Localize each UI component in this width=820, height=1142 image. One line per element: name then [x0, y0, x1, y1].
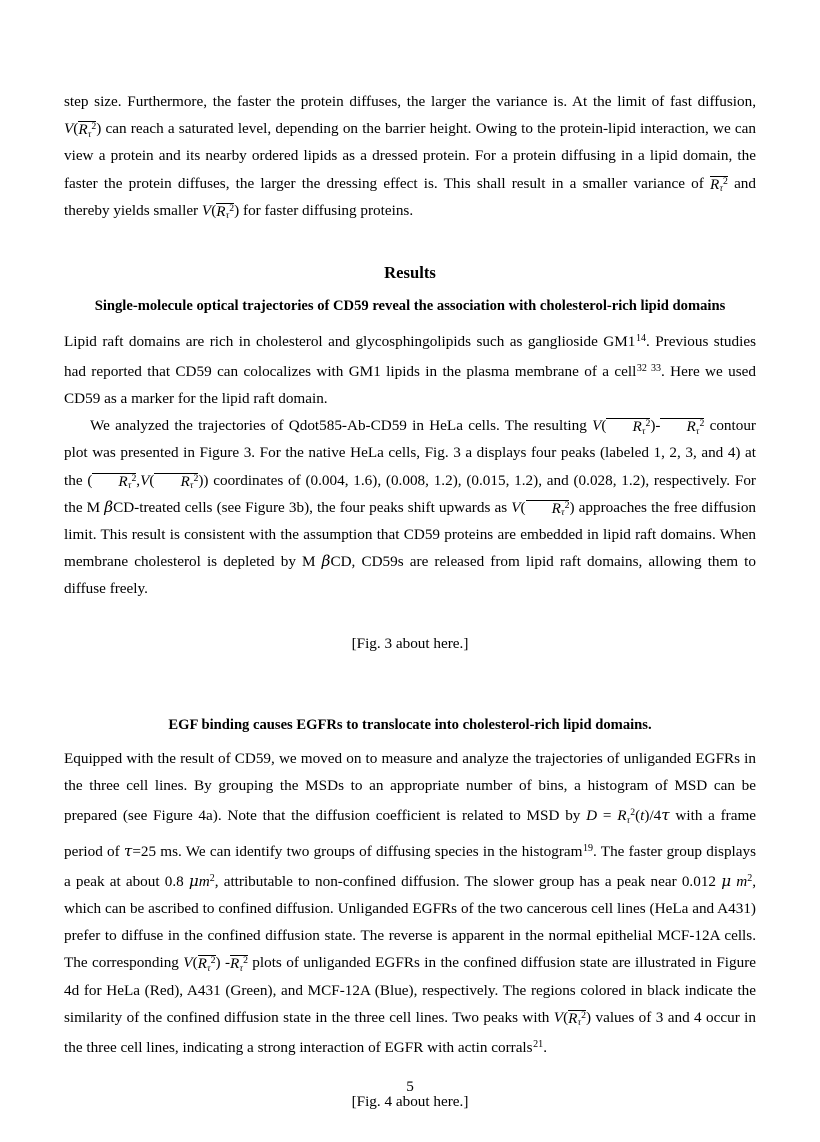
overline-group: [660, 418, 704, 437]
text-fragment: approaches the free diffusion limit. This result is consistent with the assumption that CD59 proteins are embedded in lipid raft domains. When membrane cholesterol is depleted by M: [64, 498, 757, 571]
symbol-close-paren: ): [215, 954, 221, 972]
text-fragment: CD, CD59s are released from lipid raft domains, allowing them to diffuse freely.: [64, 553, 756, 598]
overline-group: [606, 418, 650, 437]
text-fragment: Equipped with the result of CD59, we moved on to measure and analyze the trajectories of unliganded EGFRs in the three cell lines. By grouping the MSDs to an appropriate number of bins, a histogram of MSD can be prepared (see Figure 4a). Note that the diffusion coefficient is related to MSD by: [64, 749, 756, 825]
symbol-V: V: [201, 201, 212, 219]
symbol-tau: τ: [207, 963, 211, 974]
symbol-exponent-2: 2: [209, 872, 215, 884]
symbol-tau: τ: [239, 963, 243, 974]
symbol-close-paren: ): [644, 807, 650, 825]
symbol-beta: β: [321, 552, 331, 571]
symbol-hyphen: -: [224, 954, 231, 972]
symbol-tau: τ: [561, 508, 565, 519]
overline-group: [230, 955, 248, 974]
symbol-hyphen: -: [655, 417, 661, 435]
text-fragment: . Here we used CD59 as a marker for the lipid raft domain.: [64, 362, 756, 408]
symbol-close-paren: ): [650, 417, 656, 435]
math-micron-squared: [721, 873, 752, 890]
text-fragment: , which can be ascribed to confined diffusion. Unliganded EGFRs of the two cancerous cell lines (HeLa and A431) prefer to diffuse in the confined diffusion state. The reverse is apparent in the normal epithelial MCF-12A cells. The corresponding: [64, 872, 757, 972]
text-fragment: can reach a saturated level, depending on the barrier height. Owing to the protein-lipid interaction, we can view a protein and its nearby ordered lipids as a dressed protein. For a protein diffusing in a lipid domain, the faster the protein diffuses, the larger the dressing effect is. This shall result in a smaller variance of: [64, 120, 756, 192]
symbol-m: m: [736, 872, 748, 890]
citation-ref: 19: [583, 842, 594, 854]
math-coordinate-pair: [87, 471, 209, 492]
symbol-D: D: [586, 807, 598, 825]
overline-group: [526, 500, 570, 519]
symbol-t: t: [640, 807, 645, 825]
overline-group: [568, 1010, 586, 1029]
symbol-close-paren: ): [586, 1008, 592, 1026]
math-V-Rtau2: [201, 201, 240, 222]
symbol-exponent-2: 2: [229, 202, 235, 214]
symbol-tau: τ: [661, 806, 670, 825]
math-V-Rtau2: [553, 1008, 592, 1029]
symbol-R: R: [568, 1009, 578, 1027]
citation-ref: 14: [635, 333, 646, 345]
symbol-exponent-2: 2: [193, 472, 199, 484]
symbol-V: V: [140, 471, 150, 489]
math-V-Rtau2-minus-Rtau2: [592, 417, 705, 437]
symbol-exponent-2: 2: [91, 121, 97, 133]
symbol-slash: /: [649, 807, 654, 825]
symbol-close-paren: ): [198, 471, 204, 489]
symbol-R: R: [180, 472, 190, 490]
symbol-tau: τ: [87, 129, 92, 140]
text-fragment: . The faster group displays a peak at about 0.8: [64, 842, 757, 890]
symbol-R: R: [230, 955, 240, 973]
text-fragment: We analyzed the trajectories of Qdot585-Ab-CD59 in HeLa cells. The resulting: [90, 417, 593, 435]
symbol-R: R: [551, 499, 561, 517]
symbol-open-paren: (: [520, 498, 526, 516]
symbol-exponent-2: 2: [564, 499, 570, 511]
symbol-close-paren: ): [96, 120, 102, 138]
text-fragment: CD-treated cells (see Figure 3b), the four peaks shift upwards as: [113, 498, 512, 516]
text-fragment: step size. Furthermore, the faster the protein diffuses, the larger the variance is. At the limit of fast diffusion,: [64, 93, 756, 110]
symbol-R: R: [709, 175, 720, 193]
subsection-heading-egf: EGF binding causes EGFRs to translocate into cholesterol-rich lipid domains.: [168, 716, 652, 733]
figure-note-fig4: [Fig. 4 about here.]: [351, 1093, 469, 1111]
overline-group: [216, 203, 234, 222]
symbol-tau: τ: [719, 184, 723, 195]
text-fragment: values of 3 and 4 occur in the three cell lines, indicating a strong interaction of EGFR with actin corrals: [64, 1008, 756, 1056]
symbol-four: 4: [653, 807, 662, 825]
symbol-open-paren: (: [192, 954, 198, 972]
symbol-V: V: [592, 417, 602, 435]
paragraph-lipid-raft: [64, 325, 756, 412]
symbol-exponent-2: 2: [131, 472, 137, 484]
symbol-mu: μ: [188, 871, 199, 890]
symbol-exponent-2: 2: [699, 418, 705, 430]
section-heading-results: Results: [384, 263, 436, 283]
text-fragment: with a frame period of: [64, 807, 757, 860]
page-number: 5: [406, 1078, 414, 1095]
symbol-exponent-2: 2: [630, 807, 636, 819]
symbol-tau: τ: [123, 841, 133, 860]
symbol-exponent-2: 2: [210, 955, 216, 967]
text-fragment: , attributable to non-confined diffusion. The slower group has a peak near 0.012: [214, 872, 722, 890]
symbol-tau: τ: [189, 481, 194, 492]
citation-ref: 32 33: [636, 363, 662, 375]
text-fragment: plots of unliganded EGFRs in the confined diffusion state are illustrated in Figure 4d for HeLa (Red), A431 (Green), and MCF-12A (Blue), respectively. The regions colored in black indicate the similarity of the confined diffusion state in the three cell lines. Two peaks with: [64, 954, 757, 1026]
symbol-R: R: [216, 202, 226, 220]
text-fragment: Lipid raft domains are rich in cholesterol and glycosphingolipids such as ganglioside GM1: [64, 332, 636, 350]
math-V-Rtau2: [64, 120, 102, 140]
symbol-open-paren: (: [601, 417, 607, 435]
symbol-exponent-2: 2: [747, 872, 753, 884]
math-diffusion-coefficient: [586, 807, 670, 824]
symbol-open-paren: (: [635, 807, 641, 825]
text-fragment: =25 ms. We can identify two groups of diffusing species in the histogram: [132, 842, 583, 860]
symbol-V: V: [64, 120, 74, 138]
symbol-close-paren: ): [203, 471, 209, 489]
symbol-exponent-2: 2: [243, 955, 248, 967]
math-V-Rtau2-minus-Rtau2: [183, 954, 248, 974]
overline-group: [198, 955, 216, 974]
symbol-tau: τ: [577, 1018, 581, 1029]
symbol-open-paren: (: [73, 120, 79, 138]
symbol-R: R: [78, 121, 88, 139]
symbol-beta: β: [104, 497, 114, 516]
symbol-V: V: [511, 498, 521, 516]
text-fragment: for faster diffusing proteins.: [239, 201, 414, 219]
citation-ref: 21: [533, 1039, 544, 1051]
math-Rtau2: [709, 175, 728, 195]
symbol-exponent-2: 2: [645, 418, 651, 430]
symbol-tau: τ: [127, 481, 132, 492]
symbol-close-paren: ): [569, 498, 575, 516]
symbol-tau: τ: [626, 815, 631, 826]
symbol-open-paren: (: [211, 201, 217, 219]
paragraph-intro: [64, 88, 756, 224]
symbol-R: R: [686, 418, 696, 436]
overline-group: [92, 473, 136, 492]
symbol-R: R: [118, 472, 128, 490]
symbol-equals: =: [602, 807, 612, 825]
symbol-R: R: [197, 955, 207, 973]
page-content: [64, 88, 756, 1115]
text-fragment: . Previous studies had reported that CD59 can colocalizes with GM1 lipids in the plasma membrane of a cell: [64, 332, 756, 380]
symbol-open-paren: (: [149, 471, 155, 489]
symbol-mu: μ: [721, 871, 732, 890]
symbol-R: R: [617, 807, 627, 825]
symbol-m: m: [198, 872, 210, 890]
symbol-open-paren: (: [87, 471, 93, 489]
text-fragment: contour plot was presented in Figure 3. For the native HeLa cells, Fig. 3 a displays four peaks (labeled 1, 2, 3, and 4) at the: [64, 417, 756, 489]
symbol-exponent-2: 2: [581, 1009, 587, 1021]
overline-group: [78, 121, 96, 140]
subsection-heading-cd59: Single-molecule optical trajectories of CD59 reveal the association with cholesterol-rich lipid domains: [94, 298, 726, 315]
symbol-close-paren: ): [234, 201, 240, 219]
paragraph-trajectories: [64, 412, 756, 602]
math-V-Rtau2: [511, 498, 575, 519]
symbol-tau: τ: [641, 426, 646, 437]
math-micron-squared: [189, 873, 215, 890]
symbol-V: V: [183, 954, 193, 972]
overline-group: [710, 176, 728, 195]
symbol-tau: τ: [695, 426, 700, 437]
paragraph-egfr: [64, 745, 756, 1061]
figure-note-fig3: [Fig. 3 about here.]: [351, 634, 469, 652]
symbol-exponent-2: 2: [723, 175, 728, 187]
text-fragment: .: [543, 1038, 547, 1056]
symbol-tau: τ: [225, 211, 230, 222]
symbol-open-paren: (: [563, 1008, 569, 1026]
symbol-R: R: [632, 418, 642, 436]
overline-group: [154, 473, 198, 492]
text-fragment: and thereby yields smaller: [64, 174, 756, 219]
symbol-V: V: [553, 1008, 564, 1026]
symbol-comma: ,: [136, 471, 141, 489]
text-fragment: coordinates of (0.004, 1.6), (0.008, 1.2), (0.015, 1.2), and (0.028, 1.2), respectively. For the M: [64, 471, 756, 516]
